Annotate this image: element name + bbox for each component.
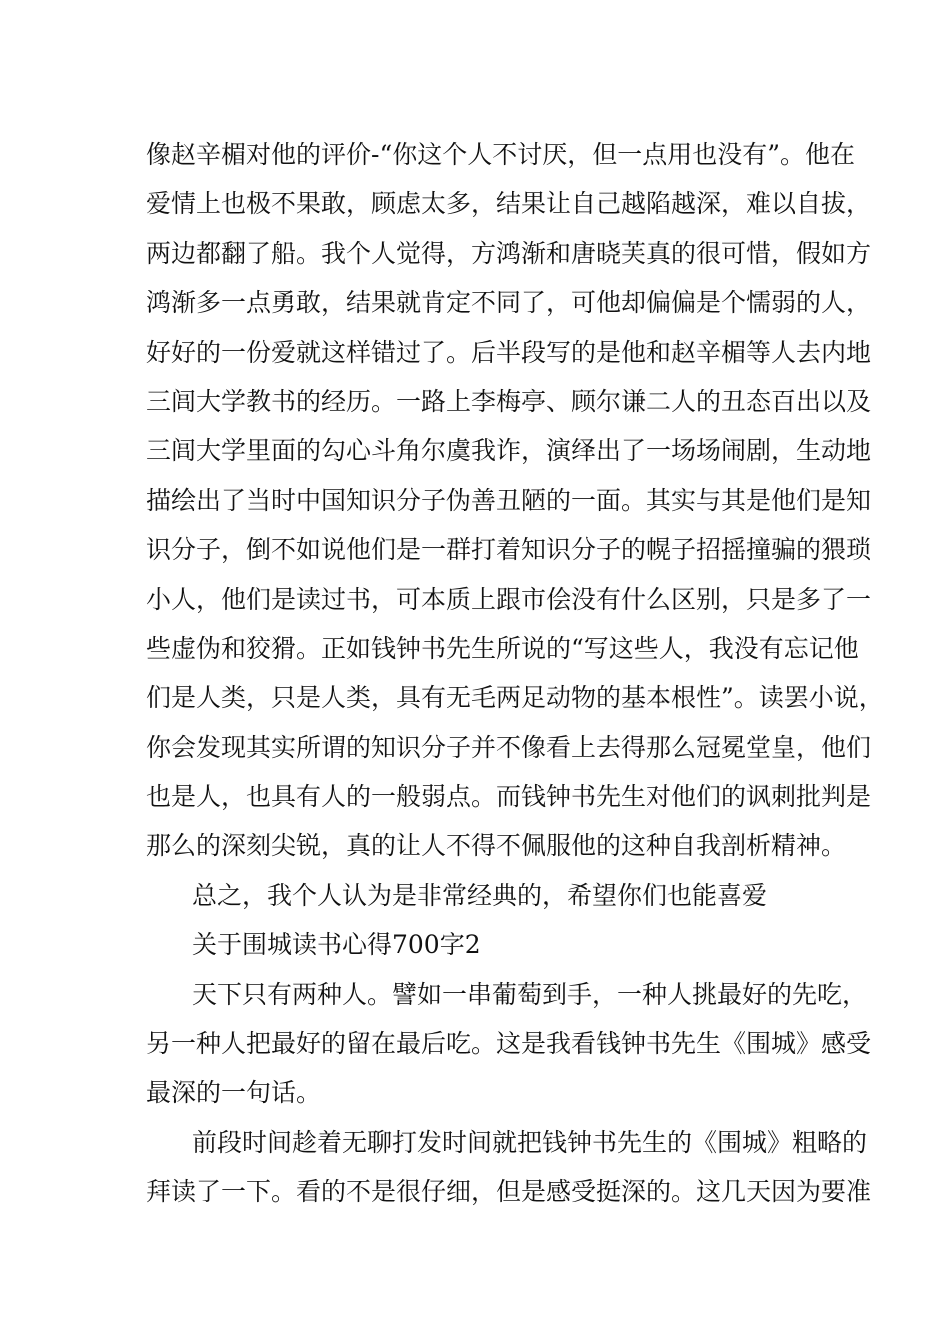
text-line: 最深的一句话。 [146,1078,322,1108]
text-line: 那么的深刻尖锐，真的让人不得不佩服他的这种自我剖析精神。 [146,831,847,861]
text-line: 拜读了一下。看的不是很仔细，但是感受挺深的。这几天因为要准 [146,1177,872,1207]
text-line: 识分子，倒不如说他们是一群打着知识分子的幌子招摇撞骗的猥琐 [146,535,872,565]
paragraph-first-line: 总之，我个人认为是非常经典的，希望你们也能喜爱 [192,880,768,910]
text-line: 些虚伪和狡猾。正如钱钟书先生所说的“写这些人，我没有忘记他 [146,633,859,663]
text-line: 像赵辛楣对他的评价-“你这个人不讨厌，但一点用也没有”。他在 [146,140,856,169]
text-line: 描绘出了当时中国知识分子伪善丑陋的一面。其实与其是他们是知 [146,485,872,515]
text-line: 好好的一份爱就这样错过了。后半段写的是他和赵辛楣等人去内地 [146,337,872,367]
text-line: 你会发现其实所谓的知识分子并不像看上去得那么冠冕堂皇，他们 [146,732,872,762]
text-line: 小人，他们是读过书，可本质上跟市侩没有什么区别，只是多了一 [146,584,872,614]
section-heading: 关于围城读书心得700字2 [192,930,481,960]
document-body [146,130,884,1217]
text-line: 两边都翻了船。我个人觉得，方鸿渐和唐晓芙真的很可惜，假如方 [146,238,872,268]
text-line: 三闾大学里面的勾心斗角尔虞我诈，演绎出了一场场闹剧，生动地 [146,436,872,466]
text-line: 另一种人把最好的留在最后吃。这是我看钱钟书先生《围城》感受 [146,1029,872,1059]
paragraph-first-line: 前段时间趁着无聊打发时间就把钱钟书先生的《围城》粗略的 [192,1127,868,1157]
text-line: 爱情上也极不果敢，顾虑太多，结果让自己越陷越深，难以自拔， [146,189,872,219]
text-line: 鸿渐多一点勇敢，结果就肯定不同了，可他却偏偏是个懦弱的人， [146,288,872,318]
text-line: 们是人类，只是人类，具有无毛两足动物的基本根性”。读罢小说， [146,683,884,713]
paragraph-first-line: 天下只有两种人。譬如一串葡萄到手，一种人挑最好的先吃， [192,979,868,1009]
text-line: 也是人，也具有人的一般弱点。而钱钟书先生对他们的讽刺批判是 [146,782,872,812]
text-line: 三闾大学教书的经历。一路上李梅亭、顾尔谦二人的丑态百出以及 [146,386,872,416]
